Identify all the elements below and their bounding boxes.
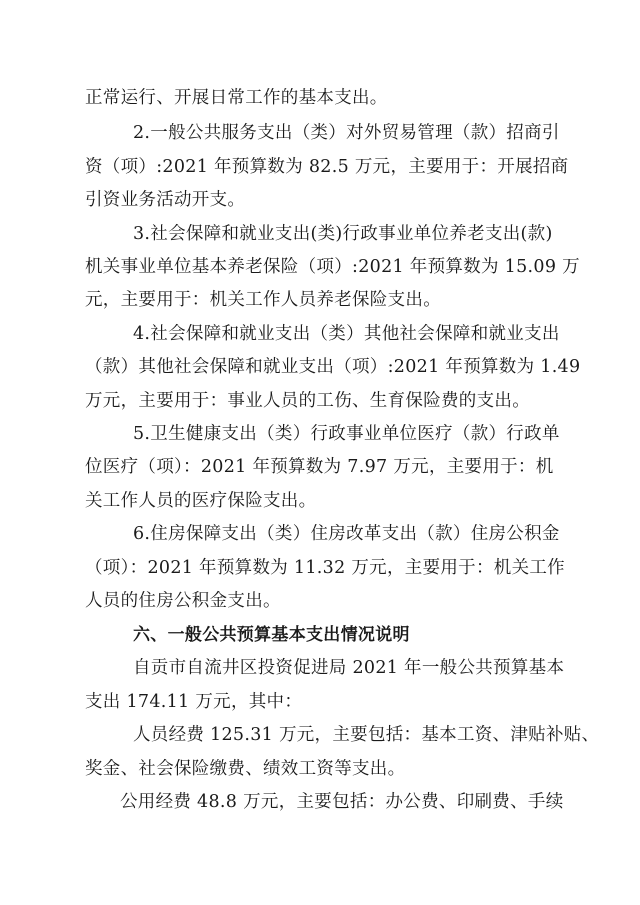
text-line: 人员的住房公积金支出。 (85, 591, 281, 611)
text-line: 自贡市自流井区投资促进局 2021 年一般公共预算基本 (133, 658, 565, 678)
text-line: 资（项）:2021 年预算数为 82.5 万元，主要用于：开展招商 (85, 157, 569, 177)
text-line: 奖金、社会保险缴费、绩效工资等支出。 (85, 759, 406, 779)
text-line: 元，主要用于：机关工作人员养老保险支出。 (85, 290, 441, 310)
text-line: 位医疗（项）：2021 年预算数为 7.97 万元，主要用于：机 (85, 457, 554, 477)
text-line: 3.社会保障和就业支出(类)行政事业单位养老支出(款) (133, 224, 553, 244)
text-line: （款）其他社会保障和就业支出（项）:2021 年预算数为 1.49 (85, 357, 581, 377)
section-heading: 六、一般公共预算基本支出情况说明 (133, 625, 410, 645)
text-line: 4.社会保障和就业支出（类）其他社会保障和就业支出 (133, 324, 560, 344)
text-line: 万元，主要用于：事业人员的工伤、生育保险费的支出。 (85, 391, 530, 411)
text-line: 公用经费 48.8 万元，主要包括：办公费、印刷费、手续 (120, 792, 564, 812)
text-line: 2.一般公共服务支出（类）对外贸易管理（款）招商引 (133, 123, 560, 143)
text-line: 机关事业单位基本养老保险（项）:2021 年预算数为 15.09 万 (85, 257, 580, 277)
text-line: 5.卫生健康支出（类）行政事业单位医疗（款）行政单 (133, 424, 560, 444)
text-line: 支出 174.11 万元，其中： (85, 692, 303, 712)
text-line: 正常运行、开展日常工作的基本支出。 (85, 88, 388, 108)
text-line: 人员经费 125.31 万元，主要包括：基本工资、津贴补贴、 (133, 725, 600, 745)
text-line: （项）：2021 年预算数为 11.32 万元，主要用于：机关工作 (85, 558, 565, 578)
text-line: 引资业务活动开支。 (85, 190, 246, 210)
text-line: 关工作人员的医疗保险支出。 (85, 491, 317, 511)
text-line: 6.住房保障支出（类）住房改革支出（款）住房公积金 (133, 524, 560, 544)
